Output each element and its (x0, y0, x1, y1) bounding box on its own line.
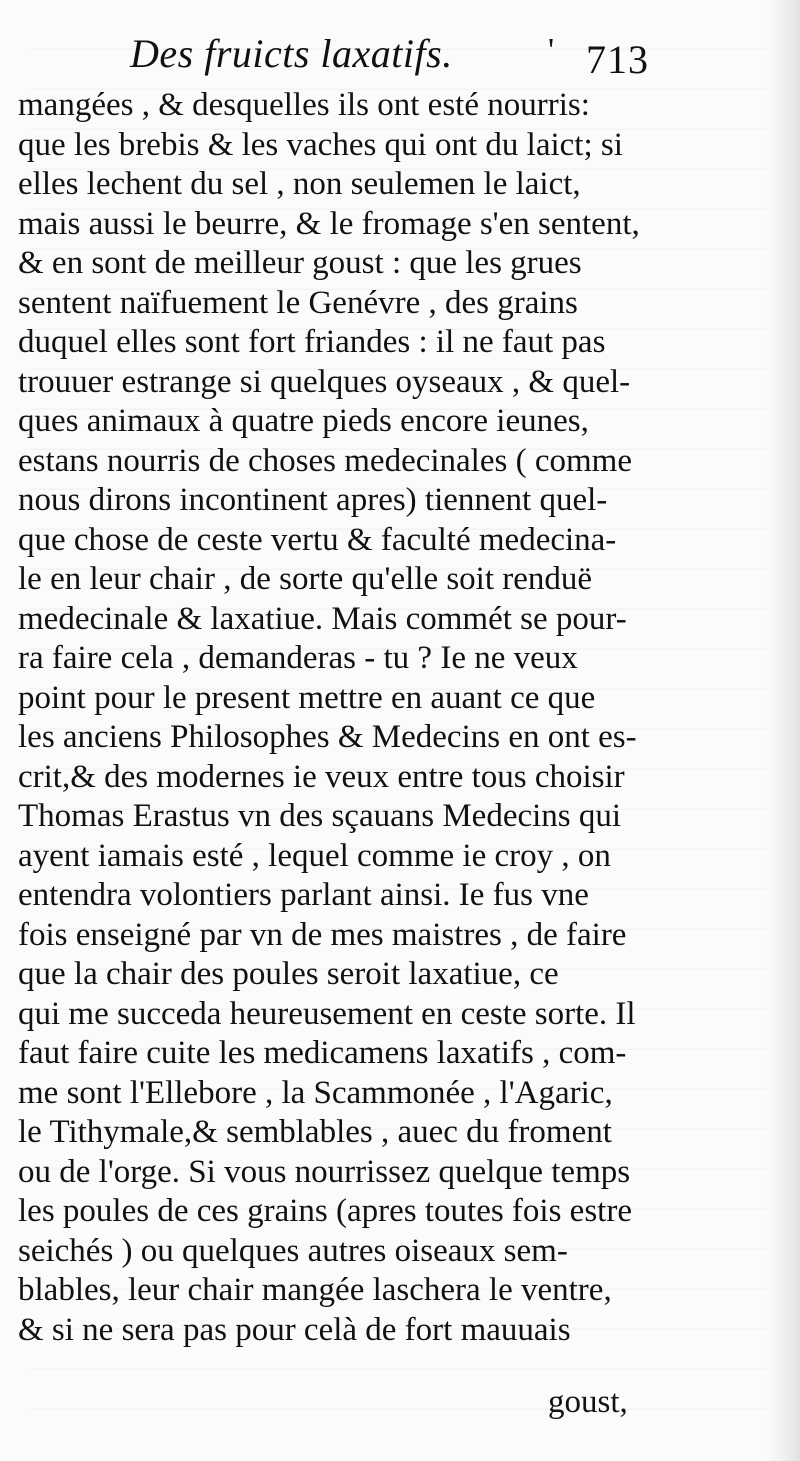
text-line: nous dirons incontinent apres) tiennent quel- (18, 482, 608, 518)
text-line: & en sont de meilleur goust : que les grues (18, 245, 582, 281)
text-line: point pour le present mettre en auant ce que (18, 679, 596, 716)
text-line: seichés ) ou quelques autres oiseaux sem- (18, 1232, 568, 1269)
text-line: que les brebis & les vaches qui ont du laict; si (18, 126, 623, 163)
text-line: mais aussi le beurre, & le fromage s'en sentent, (18, 205, 640, 242)
body-text (18, 86, 658, 1350)
text-line: les anciens Philosophes & Medecins en ont es- (18, 719, 637, 755)
text-line: qui me succeda heureusement en ceste sorte. Il (18, 995, 636, 1032)
text-line: que la chair des poules seroit laxatiue, ce (18, 956, 559, 992)
text-line: blables, leur chair mangée laschera le ventre, (18, 1272, 612, 1308)
text-line: mangées , & desquelles ils ont esté nourris: (18, 87, 590, 123)
text-line: me sont l'Ellebore , la Scammonée , l'Agaric, (18, 1074, 613, 1111)
text-line: duquel elles sont fort friandes : il ne faut pas (18, 324, 606, 360)
text-line: faut faire cuite les medicamens laxatifs , com- (18, 1035, 627, 1071)
page-number: 713 (586, 37, 649, 82)
text-line: ayent iamais esté , lequel comme ie croy , on (18, 837, 611, 874)
text-line: les poules de ces grains (apres toutes fois estre (18, 1193, 632, 1229)
catchword: goust, (548, 1384, 628, 1420)
text-line: Thomas Erastus vn des sçauans Medecins qui (18, 798, 622, 834)
text-line: que chose de ceste vertu & faculté medecina- (18, 521, 617, 558)
text-line: trouuer estrange si quelques oyseaux , & quel- (18, 363, 631, 400)
text-line: crit,& des modernes ie veux entre tous choisir (18, 758, 625, 795)
text-line: elles lechent du sel , non seulemen le laict, (18, 166, 581, 202)
text-line: fois enseigné par vn de mes maistres , de faire (18, 916, 627, 953)
text-line: sentent naïfuement le Genévre , des grains (18, 284, 578, 321)
page-edge-shadow (766, 0, 800, 1461)
text-line: ra faire cela , demanderas - tu ? Ie ne veux (18, 640, 578, 676)
text-line: estans nourris de choses medecinales ( comme (18, 442, 632, 479)
text-line: le en leur chair , de sorte qu'elle soit renduë (18, 561, 593, 597)
text-line: ques animaux à quatre pieds encore ieunes, (18, 403, 589, 439)
text-line: entendra volontiers parlant ainsi. Ie fus vne (18, 877, 589, 913)
page-mark: ' (548, 32, 555, 69)
text-line: & si ne sera pas pour celà de fort mauuais (18, 1311, 571, 1348)
text-line: medecinale & laxatiue. Mais commét se pour- (18, 600, 627, 637)
running-head: Des fruicts laxatifs. (130, 31, 453, 76)
text-line: le Tithymale,& semblables , auec du froment (18, 1114, 612, 1150)
text-line: ou de l'orge. Si vous nourrissez quelque temps (18, 1153, 631, 1190)
